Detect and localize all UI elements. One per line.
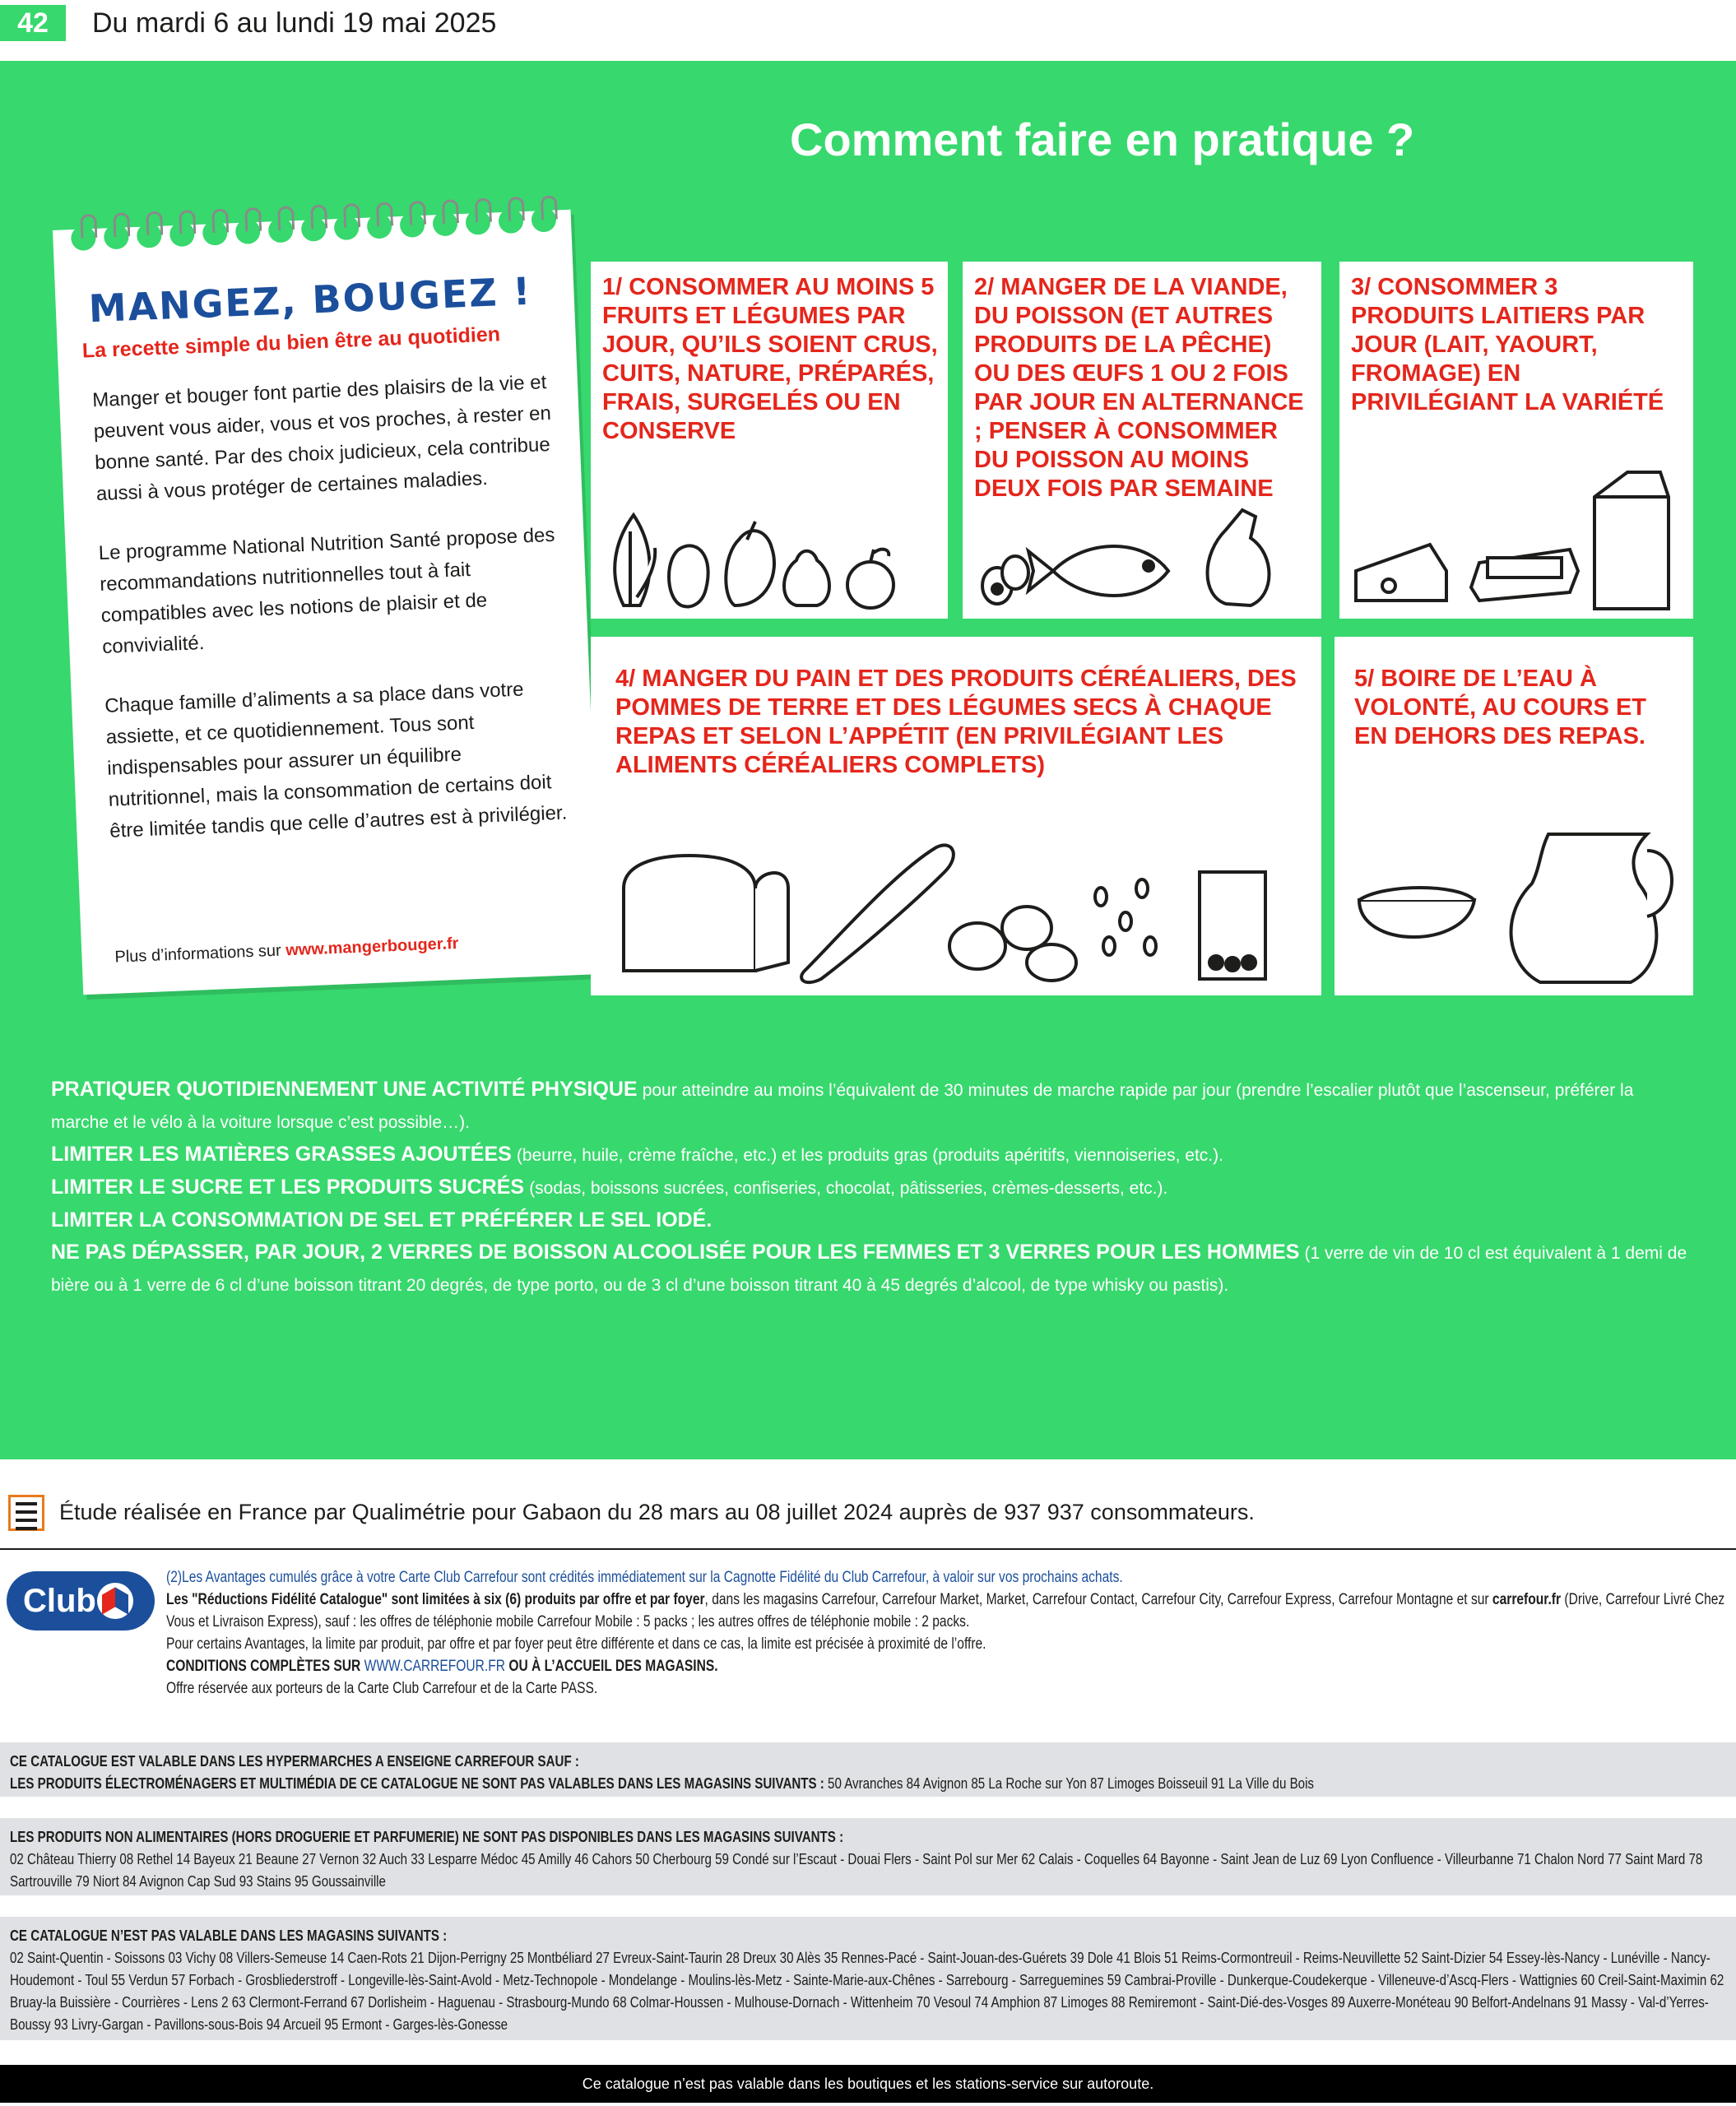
ring-icon — [399, 212, 425, 238]
carrefour-site[interactable]: carrefour.fr — [1492, 1591, 1562, 1608]
rule-item — [51, 1204, 1688, 1236]
rule-text: (sodas, boissons sucrées, confiseries, chocolat, pâtisseries, crèmes-desserts, etc.). — [529, 1179, 1168, 1198]
club-terms-text — [166, 1566, 1729, 1700]
rule-heading: LIMITER LA CONSOMMATION DE SEL ET PRÉFÉRER LE SEL IODÉ. — [51, 1208, 713, 1232]
ring-icon — [367, 213, 392, 239]
notepad-paragraph: Chaque famille d’aliments a sa place dans votre assiette, et ce quotidiennement. Tous sont indispensables pour assurer un équilibre nutritionnel, mais la consommation de certains doit être limitée tandis que celle d’autres est à privilégier. — [104, 678, 568, 842]
mangerbouger-link[interactable]: www.mangerbouger.fr — [285, 934, 459, 960]
validity-band-hypermarkets — [0, 1742, 1736, 1797]
advice-text: 3/ CONSOMMER 3 PRODUITS LAITIERS PAR JOUR (LAIT, YAOURT, FROMAGE) EN PRIVILÉGIANT LA VARIÉTÉ — [1351, 274, 1664, 415]
ring-icon — [71, 225, 96, 251]
club-carrefour-logo — [7, 1571, 155, 1631]
ring-icon — [465, 210, 490, 235]
study-text: Étude réalisée en France par Qualimétrie pour Gabaon du 28 mars au 08 juillet 2024 auprès de 937 937 consommateurs. — [59, 1500, 1255, 1524]
club-line: Pour certains Avantages, la limite par produit, par offre et par foyer peut être différente et dans ce cas, la limite est précisée à proximité de l’offre. — [166, 1635, 986, 1653]
band-lead: LES PRODUITS ÉLECTROMÉNAGERS ET MULTIMÉDIA DE CE CATALOGUE NE SONT PAS VALABLES DANS LES MAGASINS SUIVANTS : — [10, 1775, 829, 1792]
ring-icon — [531, 206, 556, 232]
bread-cereals-icon — [591, 823, 1321, 987]
ring-icon — [137, 223, 162, 248]
page-header — [0, 0, 1736, 46]
ring-icon — [104, 224, 129, 249]
ring-icon — [202, 220, 228, 245]
notepad-paragraph: Manger et bouger font partie des plaisirs de la vie et peuvent vous aider, vous et vos proches, à rester en bonne santé. Par des choix judicieux, cela contribue aussi à vous protéger de certaines maladies. — [91, 371, 552, 506]
more-info-prefix: Plus d’informations sur — [114, 941, 286, 967]
ring-icon — [432, 211, 457, 236]
ring-icon — [235, 219, 261, 244]
notepad-paragraph: Le programme National Nutrition Santé propose des recommandations nutritionnelles tout à fait compatibles avec les notions de plaisir et de convivialité. — [98, 523, 555, 658]
advice-text: 5/ BOIRE DE L’EAU À VOLONTÉ, AU COURS ET EN DEHORS DES REPAS. — [1354, 666, 1646, 749]
club-logo-text: Club — [23, 1583, 96, 1619]
club-line: Offre réservée aux porteurs de la Carte Club Carrefour et de la Carte PASS. — [166, 1680, 598, 1697]
advice-text: 4/ MANGER DU PAIN ET DES PRODUITS CÉRÉALIERS, DES POMMES DE TERRE ET DES LÉGUMES SECS À CHAQUE REPAS ET SELON L’APPÉTIT (EN PRIVILÉGIANT LES ALIMENTS CÉRÉALIERS COMPLETS) — [615, 666, 1297, 778]
rule-item — [51, 1171, 1688, 1204]
advice-card-protein — [963, 262, 1321, 619]
advice-card-fruits — [591, 262, 948, 619]
page-number: 42 — [0, 5, 66, 41]
advice-text: 2/ MANGER DE LA VIANDE, DU POISSON (ET AUTRES PRODUITS DE LA PÊCHE) OU DES ŒUFS 1 OU 2 FOIS PAR JOUR EN ALTERNANCE ; PENSER À CONSOMMER DU POISSON AU MOINS DEUX FOIS PAR SEMAINE — [974, 274, 1304, 502]
club-carrefour-terms — [0, 1561, 1736, 1718]
rule-text: (1 verre de vin de 10 cl est équivalent à 1 demi de bière ou à 1 verre de 6 cl d’une boisson titrant 20 degrés, de type porto, ou de 3 cl d’une boisson titrant 40 à 45 degrés d’alcool, de type whisky ou pastis). — [51, 1244, 1687, 1295]
advice-card-cereals — [591, 637, 1321, 995]
notepad-card — [53, 210, 601, 995]
fruits-vegetables-icon — [591, 482, 948, 614]
rule-item — [51, 1139, 1688, 1171]
survey-icon — [8, 1495, 44, 1531]
validity-band-non-food — [0, 1818, 1736, 1895]
health-rules — [51, 1074, 1688, 1301]
rule-item — [51, 1236, 1688, 1301]
band-title: CE CATALOGUE N’EST PAS VALABLE DANS LES MAGASINS SUIVANTS : — [10, 1927, 448, 1944]
rule-heading: PRATIQUER QUOTIDIENNEMENT UNE ACTIVITÉ PHYSIQUE — [51, 1078, 638, 1101]
club-line — [166, 1589, 1729, 1633]
advice-card-water — [1334, 637, 1693, 995]
divider — [0, 1548, 1736, 1550]
validity-band-excluded — [0, 1917, 1736, 2040]
rule-heading: LIMITER LES MATIÈRES GRASSES AJOUTÉES — [51, 1143, 512, 1166]
band-list: 02 Saint-Quentin - Soissons 03 Vichy 08 Villers-Semeuse 14 Caen-Rots 21 Dijon-Perrigny 25 Montbéliard 27 Evreux-Saint-Taurin 28 Dreux 30 Alès 35 Rennes-Pacé - Saint-Jouan-des-Guérets 39 Dole 41 Blois 51 Reims-Cormontreuil - Reims-Neuvillette 52 Saint-Dizier 54 Essey-lès-Nancy - Lunéville - Nancy-Houdemont - Toul 55 Verdun 57 Forbach - Grosbliederstroff - Longeville-lès-Saint-Avold - Metz-Technopole - Mondelange - Moulins-lès-Metz - Sainte-Marie-aux-Chênes - Sarrebourg - Sarreguemines 59 Cambrai-Proville - Dunkerque-Coudekerque - Villeneuve-d’Ascq-Flers - Wattignies 60 Creil-Saint-Maximin 62 Bruay-la Buissière - Courrières - Lens 2 63 Clermont-Ferrand 67 Dorlisheim - Haguenau - Strasbourg-Mundo 68 Colmar-Houssen - Mulhouse-Dornach - Wittenheim 70 Vesoul 74 Amphion 87 Limoges 88 Remiremont - Saint-Dié-des-Vosges 89 Auxerre-Monéteau 90 Belfort-Andelnans 91 Massy - Val-d’Yerres-Boussy 93 Livry-Gargan - Pavillons-sous-Bois 94 Arcueil 95 Ermont - Garges-lès-Gonesse — [10, 1950, 1724, 2033]
notepad-subtitle: La recette simple du bien être au quotidien — [81, 322, 501, 363]
band-title: LES PRODUITS NON ALIMENTAIRES (HORS DROGUERIE ET PARFUMERIE) NE SONT PAS DISPONIBLES DANS LES MAGASINS SUIVANTS : — [10, 1829, 844, 1845]
ring-icon — [169, 221, 195, 247]
band-list: 02 Château Thierry 08 Rethel 14 Bayeux 21 Beaune 27 Vernon 32 Auch 33 Lesparre Médoc 45 Amilly 46 Cahors 50 Cherbourg 59 Condé sur l’Escaut - Douai Flers - Saint Pol sur Mer 62 Calais - Coquelles 64 Bayonne - Saint Jean de Luz 69 Lyon Confluence - Villeurbanne 71 Chalon Nord 77 Saint Mard 78 Sartrouville 79 Niort 84 Avignon Cap Sud 93 Stains 95 Goussainville — [10, 1851, 1703, 1890]
notepad-title: MANGEZ, BOUGEZ ! — [87, 268, 533, 332]
club-line — [166, 1655, 1729, 1677]
advice-text: 1/ CONSOMMER AU MOINS 5 FRUITS ET LÉGUMES PAR JOUR, QU’ILS SOIENT CRUS, CUITS, NATURE, PRÉPARÉS, FRAIS, SURGELÉS OU EN CONSERVE — [602, 274, 938, 444]
club-line-text: (Drive, Carrefour Livré Chez Vous et Livraison Express), sauf : les offres de téléphonie mobile Carrefour Mobile : 5 packs ; les autres offres de téléphonie mobile : 2 packs. — [166, 1591, 1725, 1631]
water-jug-icon — [1334, 801, 1693, 990]
club-line-text: , dans les magasins Carrefour, Carrefour Market, Market, Carrefour Contact, Carrefour City, Carrefour Express, Carrefour Montagne et sur — [704, 1591, 1492, 1608]
carrefour-logo-icon — [97, 1583, 133, 1619]
study-note — [0, 1493, 1736, 1534]
ring-icon — [334, 215, 360, 240]
club-line: (2)Les Avantages cumulés grâce à votre Carte Club Carrefour sont crédités immédiatement sur la Cagnotte Fidélité du Club Carrefour, à valoir sur vos prochains achats. — [166, 1569, 1123, 1586]
carrefour-url-link[interactable]: WWW.CARREFOUR.FR — [364, 1658, 506, 1675]
rule-text: pour atteindre au moins l’équivalent de 30 minutes de marche rapide par jour (prendre l’escalier plutôt que l’ascenseur, préférer la marche et le vélo à la voiture lorsque c’est possible…). — [51, 1081, 1634, 1132]
club-conditions: OU À L’ACCUEIL DES MAGASINS. — [505, 1658, 718, 1675]
advice-card-dairy — [1339, 262, 1693, 619]
band-list: 50 Avranches 84 Avignon 85 La Roche sur Yon 87 Limoges Boisseuil 91 La Ville du Bois — [828, 1775, 1315, 1792]
ring-icon — [268, 217, 294, 243]
rule-heading: NE PAS DÉPASSER, PAR JOUR, 2 VERRES DE BOISSON ALCOOLISÉE POUR LES FEMMES ET 3 VERRES POUR LES HOMMES — [51, 1241, 1300, 1264]
meat-fish-eggs-icon — [963, 505, 1321, 612]
panel-title: Comment faire en pratique ? — [790, 114, 1415, 165]
rule-text: (beurre, huile, crème fraîche, etc.) et les produits gras (produits apéritifs, viennoiseries, etc.). — [516, 1146, 1223, 1165]
footer-note: Ce catalogue n’est pas valable dans les boutiques et les stations-service sur autoroute. — [0, 2065, 1736, 2103]
notepad-body — [92, 367, 572, 875]
band-title: CE CATALOGUE EST VALABLE DANS LES HYPERMARCHES A ENSEIGNE CARREFOUR SAUF : — [10, 1753, 579, 1770]
date-range: Du mardi 6 au lundi 19 mai 2025 — [92, 7, 497, 39]
rule-heading: LIMITER LE SUCRE ET LES PRODUITS SUCRÉS — [51, 1176, 525, 1199]
more-info — [114, 935, 459, 967]
rule-item — [51, 1074, 1688, 1139]
dairy-icon — [1339, 448, 1693, 612]
ring-icon — [498, 208, 523, 234]
club-limit-bold: Les "Réductions Fidélité Catalogue" sont limitées à six (6) produits par offre et par foyer — [166, 1591, 705, 1608]
ring-icon — [301, 216, 327, 242]
club-conditions: CONDITIONS COMPLÈTES SUR — [166, 1658, 364, 1675]
